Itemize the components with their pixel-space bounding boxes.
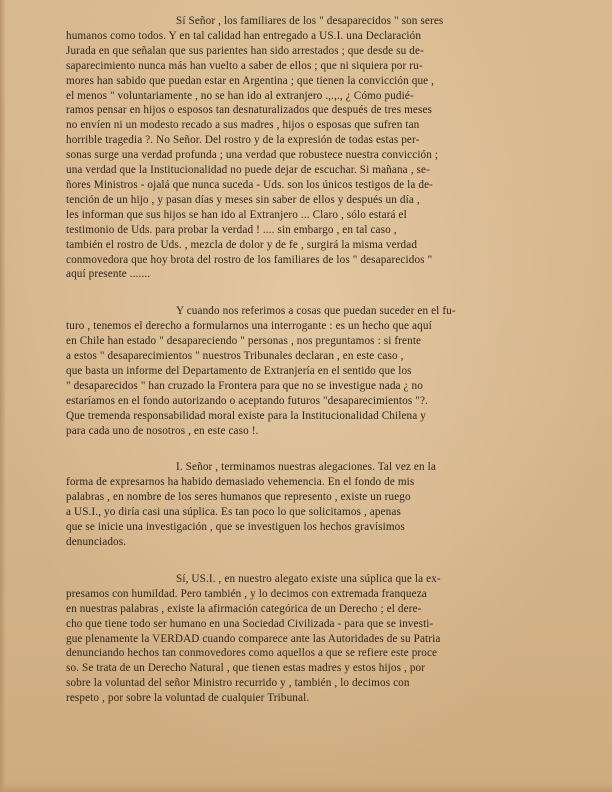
text-line: respeto , por sobre la voluntad de cualquier Tribunal. xyxy=(66,692,310,705)
document-body xyxy=(66,14,558,706)
text-line: tención de un hijo , y pasan días y meses sin saber de ellos y después un día , xyxy=(66,193,420,206)
text-line: Sí Señor , los familiares de los " desaparecidos " son seres xyxy=(176,15,444,27)
text-line: ramos pensar en hijos o esposos tan desnaturalizados que después de tres meses xyxy=(66,104,433,117)
text-line: sobre la voluntad del señor Ministro recurrido y , también , lo decimos con xyxy=(66,677,410,690)
text-line: que se inicie una investigación , que se investiguen los hechos gravísimos xyxy=(66,521,405,534)
text-line: so. Se trata de un Derecho Natural , que tienen estas madres y estos hijos , por xyxy=(66,662,426,675)
text-line: sonas surge una verdad profunda ; una verdad que robustece nuestra convicción ; xyxy=(66,149,439,162)
text-line: Y cuando nos referimos a cosas que puedan suceder en el fu- xyxy=(176,305,456,318)
text-line: aquí presente ....... xyxy=(66,268,151,281)
text-line: una verdad que la Institucionalidad no puede dejar de escuchar. Si mañana , se- xyxy=(66,164,430,177)
text-line: I. Señor , terminamos nuestras alegaciones. Tal vez en la xyxy=(176,461,436,474)
text-line: conmovedora que hoy brota del rostro de los familiares de los " desaparecidos " xyxy=(66,253,433,266)
text-line: mores han sabido que puedan estar en Argentina ; que tienen la convicción que , xyxy=(66,74,435,87)
text-line: el menos " voluntariamente , no se han ido al extranjero .,.,., ¿ Cómo pudié- xyxy=(66,89,414,102)
text-line: que basta un informe del Departamento de Extranjería en el sentido que los xyxy=(66,364,412,377)
text-line: Que tremenda responsabilidad moral existe para la Institucionalidad Chilena y xyxy=(66,409,426,422)
text-line: también el rostro de Uds. , mezcla de dolor y de fe , surgirá la misma verdad xyxy=(66,238,418,251)
text-line: palabras , en nombre de los seres humanos que represento , existe un ruego xyxy=(66,491,411,504)
text-line: humanos como todos. Y en tal calidad han entregado a US.I. una Declaración xyxy=(66,29,422,42)
text-line: denunciando hechos tan conmovedores como aquellos a que se refiere este proce xyxy=(66,647,438,660)
text-line: no envíen ni un modesto recado a sus madres , hijos o esposas que sufren tan xyxy=(66,119,420,132)
text-line: gue plenamente la VERDAD cuando comparece ante las Autoridades de su Patria xyxy=(66,632,441,645)
text-line: presamos con humildad. Pero también , y lo decimos con extremada franqueza xyxy=(66,587,427,600)
paragraph-futuro xyxy=(66,304,558,438)
text-line: les informan que sus hijos se han ido al Extranjero ... Claro , sólo estará el xyxy=(66,208,407,221)
text-line: estaríamos en el fondo autorizando o aceptando futuros "desaparecimientos "?. xyxy=(66,394,428,407)
page-edge-shadow-left xyxy=(0,0,6,792)
text-line: Sí, US.I. , en nuestro alegato existe una súplica que la ex- xyxy=(176,572,441,585)
text-line: Jurada en que señalan que sus parientes han sido arrestados ; que desde su de- xyxy=(66,44,424,57)
paragraph-familiares xyxy=(66,14,558,282)
text-line: forma de expresarnos ha habido demasiado vehemencia. En el fondo de mis xyxy=(66,476,415,489)
text-line: horrible tragedia ?. No Señor. Del rostro y de la expresión de todas estas per- xyxy=(66,134,420,147)
text-line: en nuestras palabras , existe la afirmación categórica de un Derecho ; el dere- xyxy=(66,602,422,615)
text-line: cho que tiene todo ser humano en una Sociedad Civilizada - para que se investi- xyxy=(66,617,434,630)
text-line: para cada uno de nosotros , en este caso !. xyxy=(66,424,259,437)
paragraph-alegaciones xyxy=(66,460,558,549)
text-line: testimonio de Uds. para probar la verdad ! .... sin embargo , en tal caso , xyxy=(66,223,397,236)
paragraph-suplica xyxy=(66,572,558,706)
text-line: ñores Ministros - ojalá que nunca suceda - Uds. son los únicos testigos de la de- xyxy=(66,178,434,191)
text-line: saparecimiento nunca más han vuelto a saber de ellos ; que ni siquiera por ru- xyxy=(66,59,423,72)
text-line: en Chile han estado " desapareciendo " personas , nos preguntamos : si frente xyxy=(66,335,422,348)
text-line: turo , tenemos el derecho a formularnos una interrogante : es un hecho que aquí xyxy=(66,320,432,333)
text-line: denunciados. xyxy=(66,536,127,548)
text-line: " desaparecidos " han cruzado la Frontera para que no se investigue nada ¿ no xyxy=(66,379,423,392)
text-line: a estos " desaparecimientos " nuestros Tribunales declaran , en este caso , xyxy=(66,350,404,363)
text-line: a US.I., yo diría casi una súplica. Es tan poco lo que solicitamos , apenas xyxy=(66,506,401,519)
page-edge-shadow-bottom xyxy=(0,782,612,792)
